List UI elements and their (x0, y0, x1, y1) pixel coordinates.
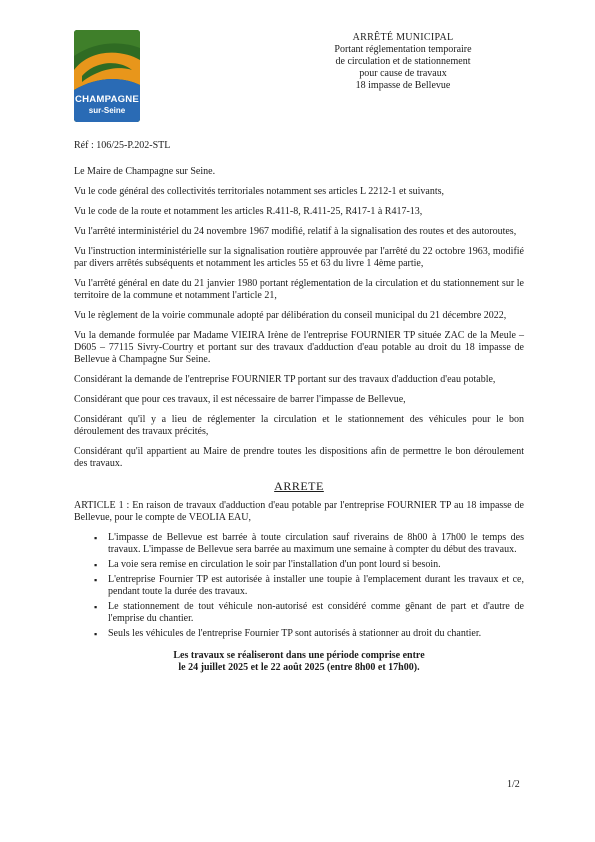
paragraph: Le Maire de Champagne sur Seine. (74, 166, 216, 177)
header-line: 18 impasse de Bellevue (355, 80, 451, 91)
paragraph: Considérant qu'il y a lieu de réglementer la circulation et le stationnement des véhicules pour le bon déroulement des travaux précités, (74, 414, 524, 437)
list-item: ▪ Seuls les véhicules de l'entreprise Fournier TP sont autorisés à stationner au droit du chantier. (108, 628, 524, 640)
paragraph: Vu la demande formulée par Madame VIEIRA Irène de l'entreprise FOURNIER TP située ZAC de la Meule – D605 – 77115 Sivry-Courtry et portant sur des travaux d'adduction d'eau potable au droit du 18 impasse de Bellevue à Champagne Sur Seine. (74, 330, 524, 365)
arrete-heading: ARRETE (274, 479, 324, 493)
header-line: pour cause de travaux (359, 68, 447, 79)
town-logo (74, 30, 140, 122)
paragraph: Vu l'arrêté interministériel du 24 novembre 1967 modifié, relatif à la signalisation des routes et des autoroutes, (74, 226, 517, 237)
page-number: 1/2 (507, 779, 520, 790)
logo-name-line1: CHAMPAGNE (75, 94, 139, 105)
list-item: ▪ La voie sera remise en circulation le soir par l'installation d'un pont lourd si besoin. (108, 559, 524, 571)
paragraph: Considérant la demande de l'entreprise FOURNIER TP portant sur des travaux d'adduction d'eau potable, (74, 374, 496, 385)
document-body (74, 166, 524, 674)
reference-number: Réf : 106/25-P.202-STL (74, 140, 171, 151)
document-header (318, 32, 488, 92)
list-item: ▪ L'impasse de Bellevue est barrée à toute circulation sauf riverains de 8h00 à 17h00 le temps des travaux. L'impasse de Bellevue sera barrée au maximum une semaine à compter du début des travaux. (108, 532, 524, 556)
paragraph: Vu le règlement de la voirie communale adopté par délibération du conseil municipal du 21 décembre 2022, (74, 310, 507, 321)
paragraph: Considérant qu'il appartient au Maire de prendre toutes les dispositions afin de permettre le bon déroulement des travaux. (74, 446, 524, 469)
paragraph: Vu l'instruction interministérielle sur la signalisation routière approuvée par l'arrêté du 22 octobre 1963, modifié par divers arrêtés subséquents et notamment les articles 55 et 63 du livre 1 4ème partie, (74, 246, 524, 269)
article-1-list (74, 532, 524, 640)
paragraph: Vu l'arrêté général en date du 21 janvier 1980 portant réglementation de la circulation et du stationnement sur le territoire de la commune et notamment l'article 21, (74, 278, 524, 301)
document-title: ARRÊTÉ MUNICIPAL (352, 32, 454, 43)
logo-name-line2: sur-Seine (88, 106, 126, 115)
paragraph: Vu le code de la route et notamment les articles R.411-8, R.411-25, R417-1 à R417-13, (74, 206, 423, 217)
period-line: Les travaux se réaliseront dans une période comprise entre (173, 650, 425, 661)
paragraph: Considérant que pour ces travaux, il est nécessaire de barrer l'impasse de Bellevue, (74, 394, 406, 405)
period-line: le 24 juillet 2025 et le 22 août 2025 (entre 8h00 et 17h00). (178, 662, 420, 673)
header-line: Portant réglementation temporaire (334, 44, 472, 55)
list-item: ▪ Le stationnement de tout véhicule non-autorisé est considéré comme gênant de part et d'autre de l'emprise du chantier. (108, 601, 524, 625)
paragraph: Vu le code général des collectivités territoriales notamment ses articles L 2212-1 et suivants, (74, 186, 445, 197)
article-1: ARTICLE 1 : En raison de travaux d'adduction d'eau potable par l'entreprise FOURNIER TP au 18 impasse de Bellevue, pour le compte de VEOLIA EAU, (74, 500, 524, 523)
list-item: ▪ L'entreprise Fournier TP est autorisée à installer une toupie à l'emplacement durant les travaux et ce, pendant toute la durée des travaux. (108, 574, 524, 598)
works-period (74, 650, 524, 674)
header-line: de circulation et de stationnement (335, 56, 471, 67)
